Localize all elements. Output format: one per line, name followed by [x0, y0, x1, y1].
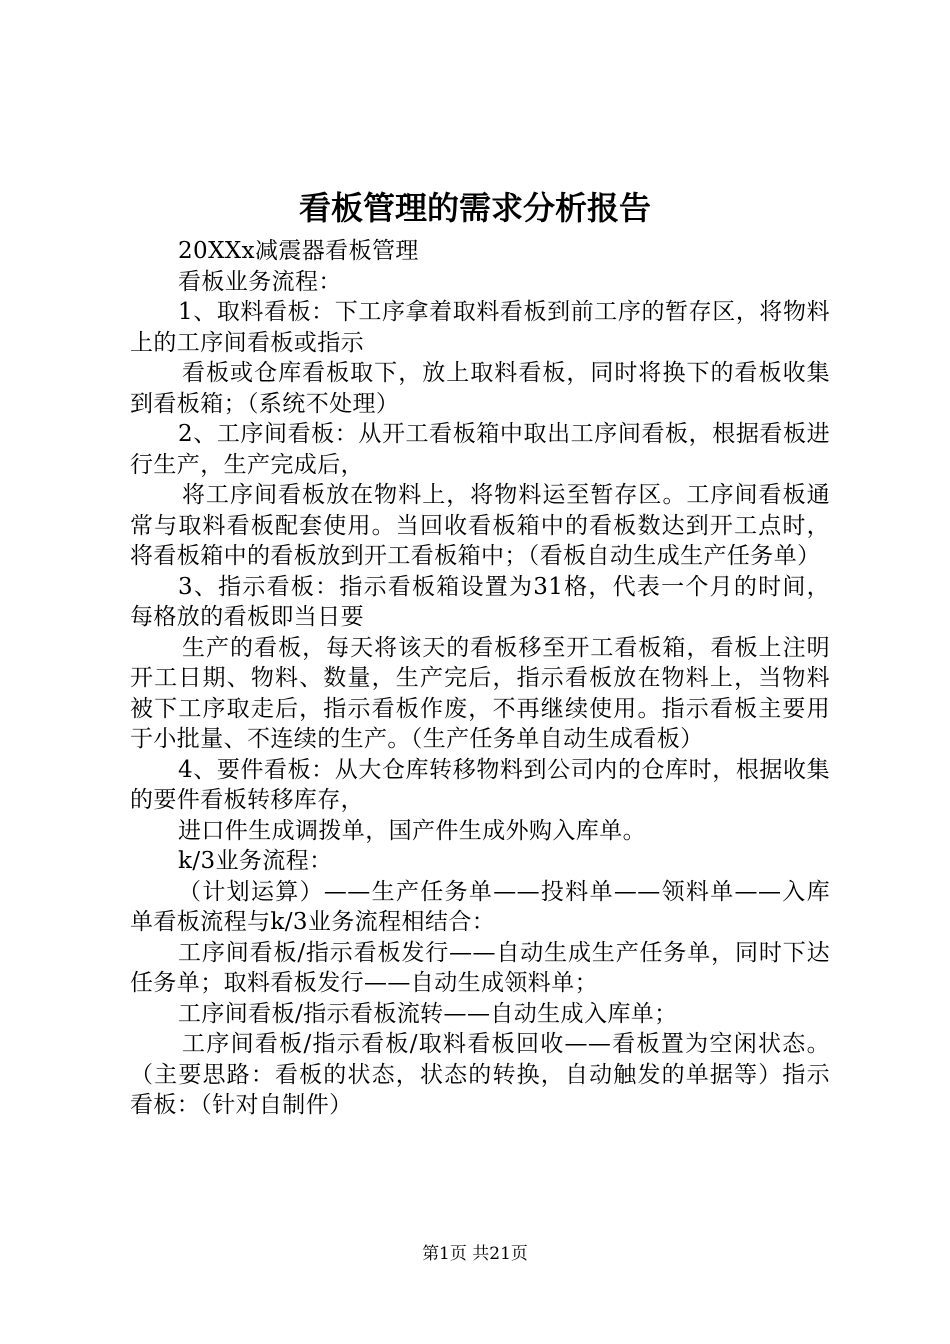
paragraph: 生产的看板，每天将该天的看板移至开工看板箱，看板上注明开工日期、物料、数量，生产完后，指示看板放在物料上，当物料被下工序取走后，指示看板作废，不再继续使用。指示看板主要用于小批量、不连续的生产。（生产任务单自动生成看板） [130, 634, 830, 752]
paragraph: （计划运算）——生产任务单——投料单——领料单——入库单看板流程与k/3业务流程相结合： [130, 878, 830, 935]
paragraph: 工序间看板/指示看板/取料看板回收——看板置为空闲状态。（主要思路：看板的状态，状态的转换，自动触发的单据等）指示看板：（针对自制件） [130, 1031, 830, 1118]
paragraph: 进口件生成调拨单，国产件生成外购入库单。 [178, 817, 646, 844]
paragraph: 工序间看板/指示看板流转——自动生成入库单； [178, 1000, 678, 1027]
paragraph: 看板业务流程： [178, 268, 342, 295]
paragraph: k/3业务流程： [178, 848, 333, 874]
paragraph: 1、取料看板：下工序拿着取料看板到前工序的暂存区，将物料上的工序间看板或指示 [130, 299, 830, 356]
paragraph: 将工序间看板放在物料上，将物料运至暂存区。工序间看板通常与取料看板配套使用。当回收看板箱中的看板数达到开工点时，将看板箱中的看板放到开工看板箱中；（看板自动生成生产任务单） [130, 482, 830, 569]
document-body [130, 236, 830, 1121]
paragraph: 2、工序间看板：从开工看板箱中取出工序间看板，根据看板进行生产，生产完成后， [130, 421, 830, 478]
paragraph: 3、指示看板：指示看板箱设置为31格，代表一个月的时间，每格放的看板即当日要 [130, 573, 830, 630]
page-footer: 第1页 共21页 [422, 1244, 528, 1264]
paragraph: 20XXx减震器看板管理 [178, 238, 419, 264]
document-title: 看板管理的需求分析报告 [298, 189, 651, 227]
paragraph: 工序间看板/指示看板发行——自动生成生产任务单，同时下达任务单；取料看板发行——自动生成领料单； [130, 939, 830, 996]
paragraph: 看板或仓库看板取下，放上取料看板，同时将换下的看板收集到看板箱；（系统不处理） [130, 360, 830, 417]
paragraph: 4、要件看板：从大仓库转移物料到公司内的仓库时，根据收集的要件看板转移库存， [130, 756, 830, 813]
